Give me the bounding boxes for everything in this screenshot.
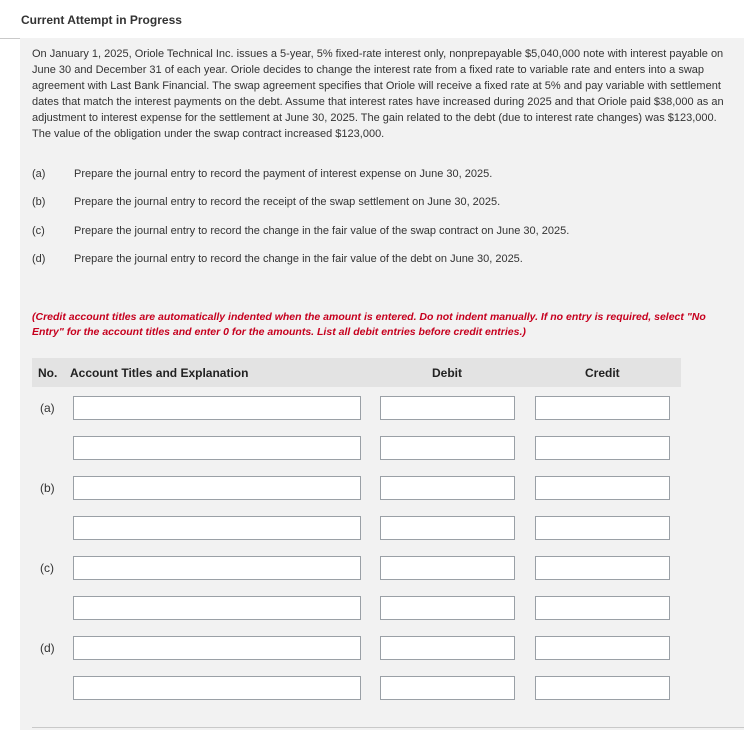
header-bar	[0, 0, 744, 39]
account-title-input-a2[interactable]	[73, 436, 361, 460]
debit-input-c1[interactable]	[380, 556, 515, 580]
col-header-no: No.	[38, 366, 58, 380]
credit-input-a2[interactable]	[535, 436, 670, 460]
part-label: (a)	[32, 168, 46, 180]
credit-input-b1[interactable]	[535, 476, 670, 500]
bottom-divider	[32, 727, 744, 728]
account-title-input-d2[interactable]	[73, 676, 361, 700]
credit-input-c1[interactable]	[535, 556, 670, 580]
account-title-input-a1[interactable]	[73, 396, 361, 420]
problem-statement: On January 1, 2025, Oriole Technical Inc. issues a 5-year, 5% fixed-rate interest only, nonprepayable $5,040,000 note with interest payable on June 30 and December 31 of each year. Oriole decides to change the interest rate from a fixed rate to variable rate and enters into a swap agreement with Last Bank Financial. The swap agreement specifies that Oriole will receive a fixed rate at 5% and pay variable with settlement dates that match the interest payments on the debt. Assume that interest rates have increased during 2025 and that Oriole paid $38,000 as an adjustment to interest expense for the settlement at June 30, 2025. The gain related to the debt (due to interest rate changes) was $123,000. The value of the obligation under the swap contract increased $123,000.	[32, 48, 724, 140]
part-label: (c)	[32, 225, 45, 237]
col-header-debit: Debit	[432, 366, 462, 380]
credit-input-d2[interactable]	[535, 676, 670, 700]
debit-input-d1[interactable]	[380, 636, 515, 660]
journal-table-header	[32, 358, 681, 387]
account-title-input-c2[interactable]	[73, 596, 361, 620]
col-header-credit: Credit	[585, 366, 620, 380]
debit-input-b1[interactable]	[380, 476, 515, 500]
credit-input-c2[interactable]	[535, 596, 670, 620]
debit-input-a1[interactable]	[380, 396, 515, 420]
part-text: Prepare the journal entry to record the receipt of the swap settlement on June 30, 2025.	[74, 196, 501, 208]
part-text: Prepare the journal entry to record the change in the fair value of the debt on June 30, 2025.	[74, 253, 523, 265]
credit-input-a1[interactable]	[535, 396, 670, 420]
part-label: (d)	[32, 253, 46, 265]
debit-input-a2[interactable]	[380, 436, 515, 460]
credit-input-d1[interactable]	[535, 636, 670, 660]
entry-label-a: (a)	[40, 401, 55, 415]
debit-input-b2[interactable]	[380, 516, 515, 540]
debit-input-d2[interactable]	[380, 676, 515, 700]
part-text: Prepare the journal entry to record the payment of interest expense on June 30, 2025.	[74, 168, 493, 180]
debit-input-c2[interactable]	[380, 596, 515, 620]
credit-input-b2[interactable]	[535, 516, 670, 540]
account-title-input-d1[interactable]	[73, 636, 361, 660]
account-title-input-c1[interactable]	[73, 556, 361, 580]
question-panel	[20, 38, 744, 730]
entry-label-c: (c)	[40, 561, 54, 575]
entry-label-d: (d)	[40, 641, 55, 655]
col-header-account: Account Titles and Explanation	[70, 366, 249, 380]
part-label: (b)	[32, 196, 46, 208]
attempt-status-title: Current Attempt in Progress	[21, 13, 182, 27]
account-title-input-b2[interactable]	[73, 516, 361, 540]
account-title-input-b1[interactable]	[73, 476, 361, 500]
part-text: Prepare the journal entry to record the change in the fair value of the swap contract on June 30, 2025.	[74, 225, 570, 237]
entry-instructions: (Credit account titles are automatically indented when the amount is entered. Do not indent manually. If no entry is required, select "No Entry" for the account titles and enter 0 for the amounts. List all debit entries before credit entries.)	[32, 311, 706, 338]
entry-label-b: (b)	[40, 481, 55, 495]
